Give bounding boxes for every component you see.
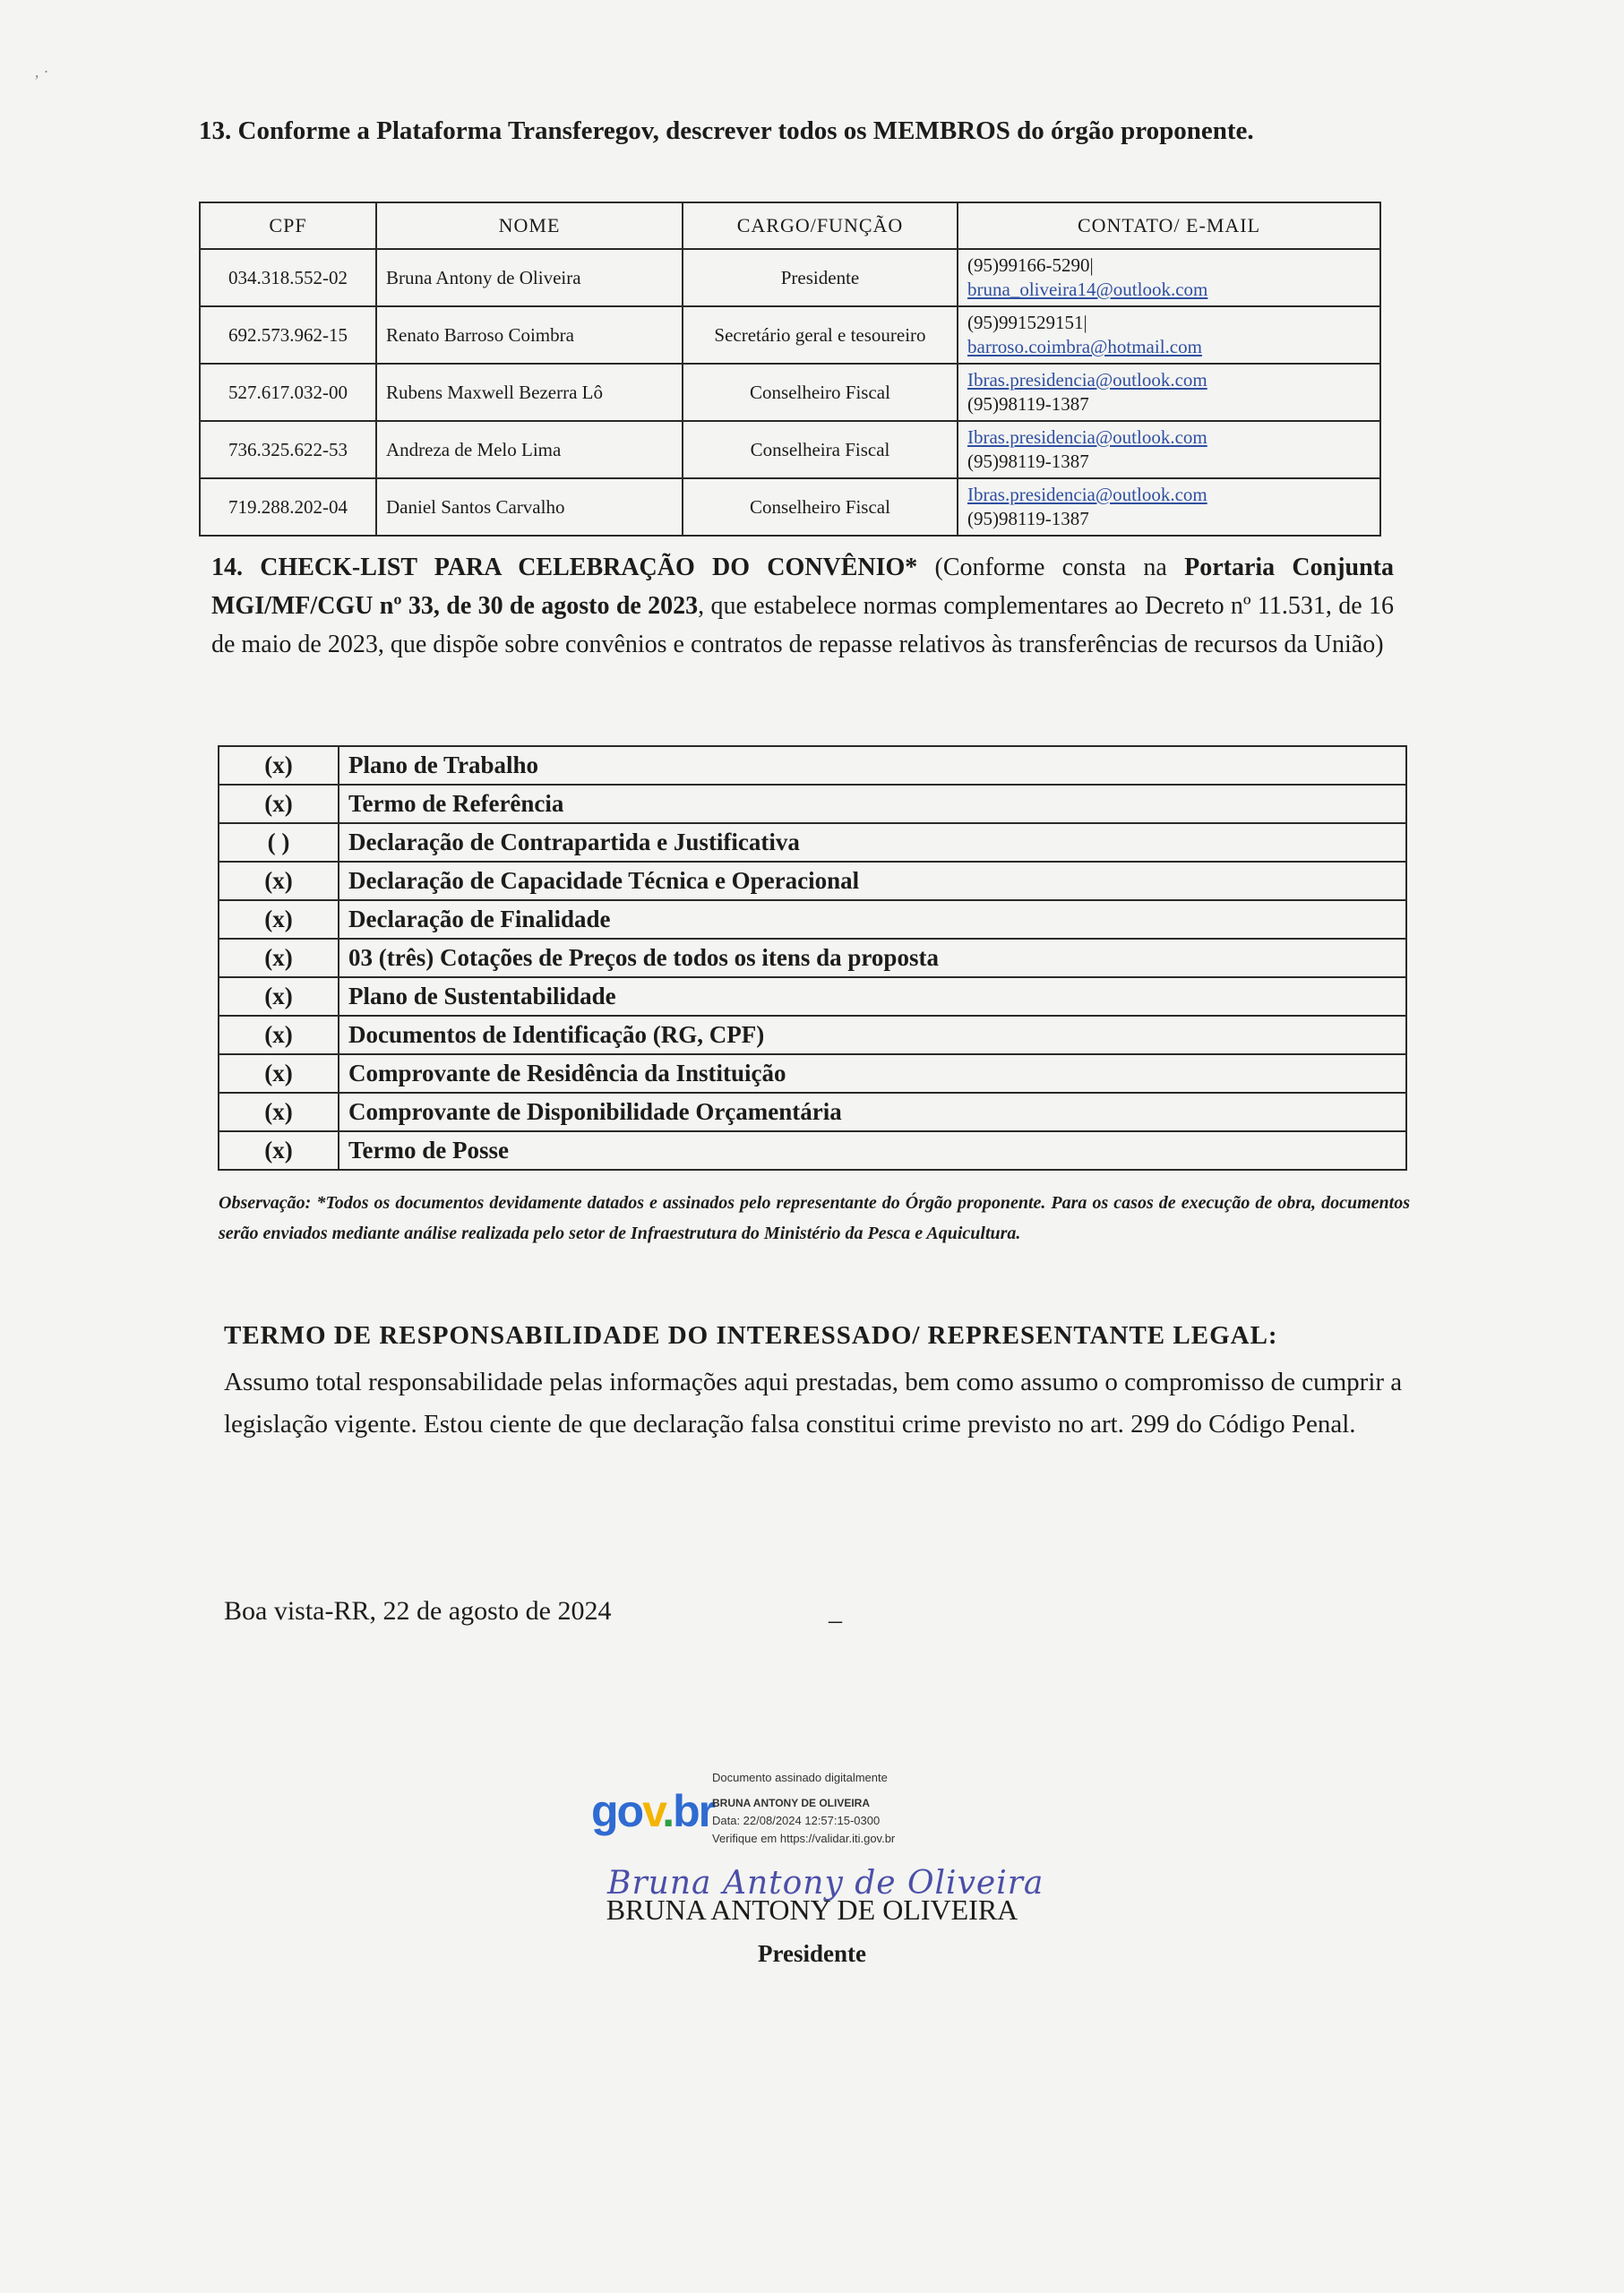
checkbox-mark: (x) bbox=[219, 900, 339, 939]
signature-date: Data: 22/08/2024 12:57:15-0300 bbox=[712, 1814, 881, 1827]
checkbox-mark: (x) bbox=[219, 1016, 339, 1054]
phone-text: (95)991529151| bbox=[967, 312, 1087, 333]
contato-cell bbox=[958, 249, 1380, 306]
checklist-row bbox=[219, 900, 1406, 939]
contato-cell bbox=[958, 306, 1380, 364]
table-row bbox=[200, 478, 1380, 536]
cargo-cell: Presidente bbox=[683, 249, 958, 306]
checkbox-mark: (x) bbox=[219, 939, 339, 977]
nome-cell: Renato Barroso Coimbra bbox=[376, 306, 683, 364]
checklist-item-label: Declaração de Contrapartida e Justificativa bbox=[339, 823, 1406, 862]
cargo-cell: Secretário geral e tesoureiro bbox=[683, 306, 958, 364]
checkbox-mark: (x) bbox=[219, 1093, 339, 1131]
checklist-row bbox=[219, 977, 1406, 1016]
section-13-title: 13. Conforme a Plataforma Transferegov, descrever todos os MEMBROS do órgão proponente. bbox=[199, 116, 1254, 145]
checklist-row bbox=[219, 823, 1406, 862]
signature-verify-link[interactable]: Verifique em https://validar.iti.gov.br bbox=[712, 1832, 896, 1845]
checkbox-mark: (x) bbox=[219, 977, 339, 1016]
checklist-item-label: Termo de Posse bbox=[339, 1131, 1406, 1170]
checklist-table bbox=[218, 745, 1407, 1171]
contato-cell bbox=[958, 364, 1380, 421]
checklist-item-label: Termo de Referência bbox=[339, 785, 1406, 823]
checklist-item-label: Comprovante de Residência da Instituição bbox=[339, 1054, 1406, 1093]
checkbox-mark: (x) bbox=[219, 1054, 339, 1093]
section-14-intro bbox=[211, 548, 1394, 664]
checklist-item-label: Documentos de Identificação (RG, CPF) bbox=[339, 1016, 1406, 1054]
checklist-item-label: 03 (três) Cotações de Preços de todos os itens da proposta bbox=[339, 939, 1406, 977]
nome-cell: Daniel Santos Carvalho bbox=[376, 478, 683, 536]
cpf-cell: 692.573.962-15 bbox=[200, 306, 376, 364]
phone-text: (95)98119-1387 bbox=[967, 393, 1089, 415]
phone-text: (95)99166-5290| bbox=[967, 254, 1094, 276]
termo-title: TERMO DE RESPONSABILIDADE DO INTERESSADO/ REPRESENTANTE LEGAL: bbox=[224, 1321, 1278, 1350]
members-header-row bbox=[200, 202, 1380, 249]
signer-role: Presidente bbox=[758, 1940, 866, 1967]
checklist-row bbox=[219, 1093, 1406, 1131]
email-link[interactable]: bruna_oliveira14@outlook.com bbox=[967, 279, 1208, 300]
checklist-row bbox=[219, 1131, 1406, 1170]
checklist-item-label: Comprovante de Disponibilidade Orçamentária bbox=[339, 1093, 1406, 1131]
signer-name: BRUNA ANTONY DE OLIVEIRA bbox=[606, 1894, 1018, 1926]
phone-text: (95)98119-1387 bbox=[967, 451, 1089, 472]
checklist-row bbox=[219, 939, 1406, 977]
cargo-cell: Conselheira Fiscal bbox=[683, 421, 958, 478]
table-row bbox=[200, 306, 1380, 364]
date-line: Boa vista-RR, 22 de agosto de 2024 bbox=[224, 1596, 612, 1626]
signature-dash: _ bbox=[829, 1596, 842, 1626]
signature-metadata bbox=[712, 1769, 895, 1848]
checklist-item-label: Declaração de Capacidade Técnica e Operacional bbox=[339, 862, 1406, 900]
signature-header: Documento assinado digitalmente bbox=[712, 1771, 888, 1784]
checklist-item-label: Plano de Sustentabilidade bbox=[339, 977, 1406, 1016]
termo-body: Assumo total responsabilidade pelas informações aqui prestadas, bem como assumo o compromisso de cumprir a legislação vigente. Estou ciente de que declaração falsa constitui crime previsto no art. 299 do Código Penal. bbox=[224, 1368, 1403, 1438]
handwritten-signature: Bruna Antony de Oliveira bbox=[607, 1865, 1044, 1902]
section-14-text-1: (Conforme consta na bbox=[917, 554, 1185, 581]
table-row bbox=[200, 421, 1380, 478]
header-nome: NOME bbox=[376, 202, 683, 249]
digital-signature-stamp bbox=[591, 1769, 1039, 1850]
header-contato: CONTATO/ E-MAIL bbox=[958, 202, 1380, 249]
cpf-cell: 736.325.622-53 bbox=[200, 421, 376, 478]
scan-mark: ‚ · bbox=[34, 63, 49, 81]
checklist-item-label: Plano de Trabalho bbox=[339, 746, 1406, 785]
checkbox-mark: (x) bbox=[219, 785, 339, 823]
checkbox-mark: ( ) bbox=[219, 823, 339, 862]
checklist-row bbox=[219, 1054, 1406, 1093]
table-row bbox=[200, 364, 1380, 421]
observation-label: Observação: bbox=[219, 1193, 312, 1213]
checklist-row bbox=[219, 746, 1406, 785]
email-link[interactable]: Ibras.presidencia@outlook.com bbox=[967, 369, 1207, 391]
checkbox-mark: (x) bbox=[219, 1131, 339, 1170]
email-link[interactable]: barroso.coimbra@hotmail.com bbox=[967, 336, 1202, 357]
nome-cell: Andreza de Melo Lima bbox=[376, 421, 683, 478]
checkbox-mark: (x) bbox=[219, 746, 339, 785]
section-14-title: 14. CHECK-LIST PARA CELEBRAÇÃO DO CONVÊNIO* bbox=[211, 554, 918, 581]
checklist-row bbox=[219, 862, 1406, 900]
table-row bbox=[200, 249, 1380, 306]
contato-cell bbox=[958, 478, 1380, 536]
checkbox-mark: (x) bbox=[219, 862, 339, 900]
govbr-logo: gov.br bbox=[591, 1786, 715, 1836]
header-cpf: CPF bbox=[200, 202, 376, 249]
email-link[interactable]: Ibras.presidencia@outlook.com bbox=[967, 484, 1207, 505]
section-14-text-2: , que estabelece normas complementares ao Decreto nº 11.531, de 16 de maio de 2023, que dispõe sobre convênios e contratos de repasse relativos às transferências de recursos da União) bbox=[211, 592, 1394, 658]
phone-text: (95)98119-1387 bbox=[967, 508, 1089, 529]
members-table bbox=[199, 202, 1381, 537]
cpf-cell: 719.288.202-04 bbox=[200, 478, 376, 536]
observation-text: *Todos os documentos devidamente datados e assinados pelo representante do Órgão proponente. Para os casos de execução de obra, documentos serão enviados mediante análise realizada pelo setor de Infraestrutura do Ministério da Pesca e Aquicultura. bbox=[219, 1193, 1410, 1243]
contato-cell bbox=[958, 421, 1380, 478]
nome-cell: Rubens Maxwell Bezerra Lô bbox=[376, 364, 683, 421]
signature-signer: BRUNA ANTONY DE OLIVEIRA bbox=[712, 1797, 871, 1809]
cargo-cell: Conselheiro Fiscal bbox=[683, 364, 958, 421]
email-link[interactable]: Ibras.presidencia@outlook.com bbox=[967, 426, 1207, 448]
cpf-cell: 034.318.552-02 bbox=[200, 249, 376, 306]
checklist-row bbox=[219, 1016, 1406, 1054]
checklist-item-label: Declaração de Finalidade bbox=[339, 900, 1406, 939]
nome-cell: Bruna Antony de Oliveira bbox=[376, 249, 683, 306]
checklist-row bbox=[219, 785, 1406, 823]
cpf-cell: 527.617.032-00 bbox=[200, 364, 376, 421]
header-cargo: CARGO/FUNÇÃO bbox=[683, 202, 958, 249]
cargo-cell: Conselheiro Fiscal bbox=[683, 478, 958, 536]
observation-note bbox=[219, 1188, 1410, 1249]
portaria-reference: Portaria Conjunta MGI/MF/CGU nº 33, de 30 de agosto de 2023 bbox=[211, 554, 1394, 620]
